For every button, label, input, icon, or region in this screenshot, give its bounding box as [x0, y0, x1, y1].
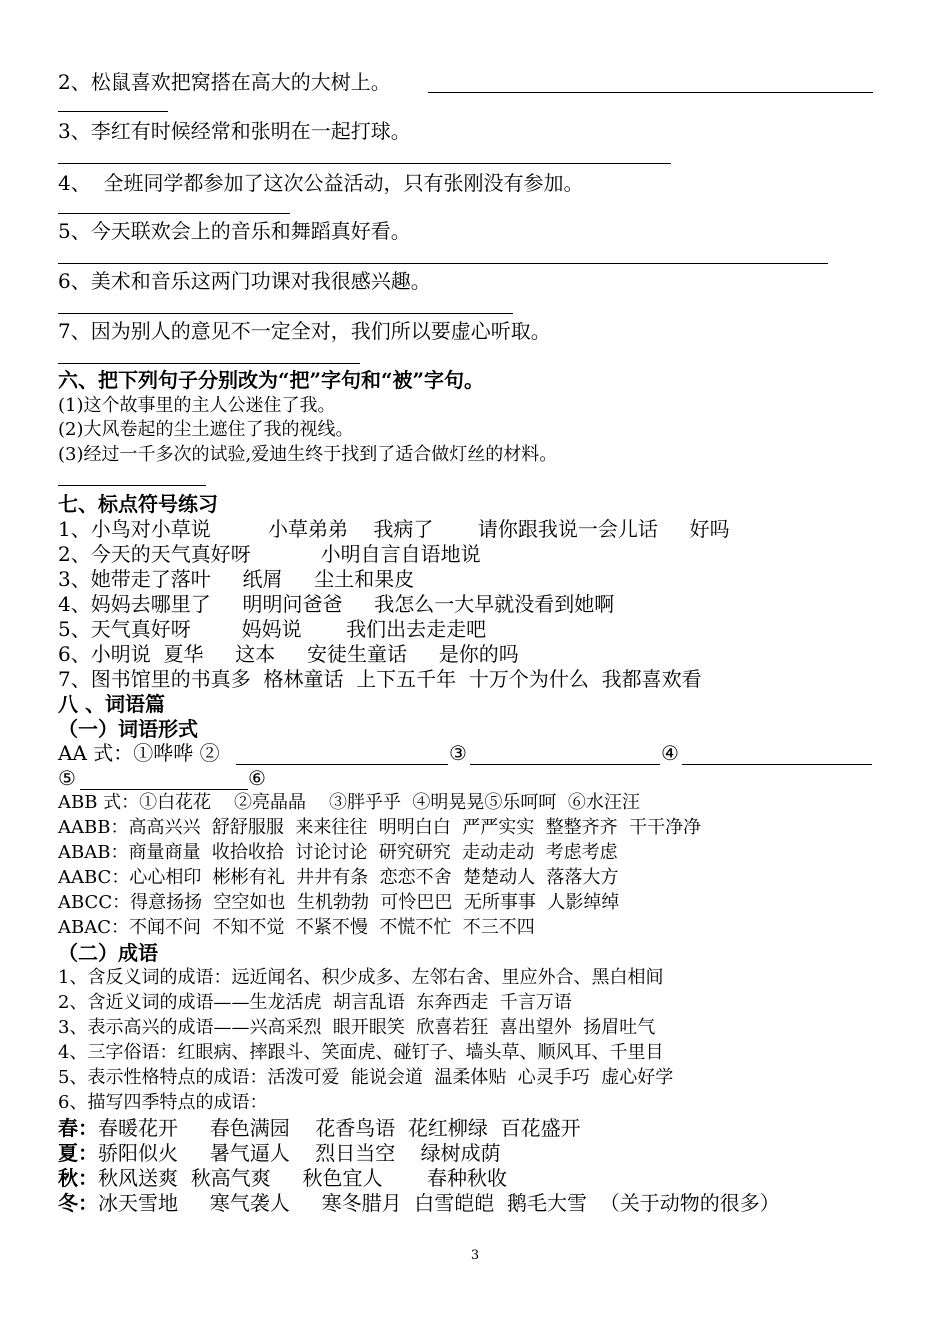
answer-line	[236, 764, 448, 765]
aa-blank-4: ④	[661, 741, 679, 765]
section-6-item: (2)大风卷起的尘土遮住了我的视线。	[58, 419, 354, 440]
punctuation-item: 1、小鸟对小草说 小草弟弟 我病了 请你跟我说一会儿话 好吗	[58, 517, 730, 541]
season-winter	[58, 1191, 780, 1215]
punctuation-item: 5、天气真好呀 妈妈说 我们出去走走吧	[58, 617, 487, 641]
season-idioms: 秋风送爽 秋高气爽 秋色宜人 春种秋收	[98, 1166, 508, 1190]
idiom-row: 6、描写四季特点的成语：	[58, 1092, 268, 1113]
word-form-row: ABAB：商量商量 收拾收拾 讨论讨论 研究研究 走动走动 考虑考虑	[58, 842, 618, 863]
answer-line	[58, 313, 513, 314]
words-subtitle: （一）词语形式	[58, 717, 198, 741]
rewrite-item-3: 3、李红有时候经常和张明在一起打球。	[58, 119, 411, 143]
section-8-title: 八 、词语篇	[58, 692, 165, 716]
season-label: 秋：	[58, 1166, 98, 1190]
idiom-row: 4、三字俗语：红眼病、摔跟斗、笑面虎、碰钉子、墙头草、顺风耳、千里目	[58, 1042, 664, 1063]
idiom-row: 3、表示高兴的成语——兴高采烈 眼开眼笑 欣喜若狂 喜出望外 扬眉吐气	[58, 1017, 656, 1038]
aa-blank-6: ⑥	[248, 766, 266, 790]
punctuation-item: 7、图书馆里的书真多 格林童话 上下五千年 十万个为什么 我都喜欢看	[58, 667, 702, 691]
punctuation-item: 6、小明说 夏华 这本 安徒生童话 是你的吗	[58, 642, 519, 666]
aa-blank-5: ⑤	[58, 766, 76, 790]
section-6-item: (1)这个故事里的主人公迷住了我。	[58, 395, 336, 416]
answer-line	[80, 789, 248, 790]
page-number: 3	[470, 1248, 480, 1263]
word-form-row: AABB：高高兴兴 舒舒服服 来来往往 明明白白 严严实实 整整齐齐 干干净净	[58, 817, 702, 838]
season-idioms: 春暖花开 春色满园 花香鸟语 花红柳绿 百花盛开	[98, 1116, 581, 1140]
season-autumn	[58, 1166, 507, 1190]
answer-line	[58, 111, 168, 112]
answer-line	[58, 163, 671, 164]
aa-blank-3: ③	[449, 741, 467, 765]
answer-line	[428, 92, 873, 93]
idiom-row: 2、含近义词的成语——生龙活虎 胡言乱语 东奔西走 千言万语	[58, 992, 572, 1013]
answer-line	[58, 263, 828, 264]
rewrite-item-4: 4、 全班同学都参加了这次公益活动，只有张刚没有参加。	[58, 171, 584, 195]
rewrite-item-5: 5、今天联欢会上的音乐和舞蹈真好看。	[58, 219, 411, 243]
section-6-item: (3)经过一千多次的试验,爱迪生终于找到了适合做灯丝的材料。	[58, 444, 558, 465]
rewrite-item-7: 7、因为别人的意见不一定全对，我们所以要虚心听取。	[58, 319, 551, 343]
answer-line	[58, 485, 206, 486]
aa-form-label: AA 式：①哗哗 ②	[58, 741, 220, 765]
word-form-row: ABB 式：①白花花 ②亮晶晶 ③胖乎乎 ④明晃晃⑤乐呵呵 ⑥水汪汪	[58, 792, 640, 813]
season-spring	[58, 1116, 581, 1140]
section-6-title: 六、把下列句子分别改为“把”字句和“被”字句。	[58, 368, 485, 392]
season-idioms: 冰天雪地 寒气袭人 寒冬腊月 白雪皑皑 鹅毛大雪 （关于动物的很多）	[98, 1191, 780, 1215]
word-form-row: ABCC：得意扬扬 空空如也 生机勃勃 可怜巴巴 无所事事 人影绰绰	[58, 892, 620, 913]
answer-line	[682, 764, 872, 765]
season-label: 春：	[58, 1116, 98, 1140]
season-label: 冬：	[58, 1191, 98, 1215]
answer-line	[58, 213, 290, 214]
season-summer	[58, 1141, 501, 1165]
answer-line	[470, 764, 660, 765]
rewrite-item-2: 2、松鼠喜欢把窝搭在高大的大树上。	[58, 70, 391, 94]
season-idioms: 骄阳似火 暑气逼人 烈日当空 绿树成荫	[98, 1141, 501, 1165]
punctuation-item: 4、妈妈去哪里了 明明问爸爸 我怎么一大早就没看到她啊	[58, 592, 615, 616]
answer-line	[58, 363, 360, 364]
section-7-title: 七、标点符号练习	[58, 492, 218, 516]
rewrite-item-6: 6、美术和音乐这两门功课对我很感兴趣。	[58, 269, 431, 293]
punctuation-item: 3、她带走了落叶 纸屑 尘土和果皮	[58, 567, 415, 591]
word-form-row: AABC：心心相印 彬彬有礼 井井有条 恋恋不舍 楚楚动人 落落大方	[58, 867, 619, 888]
idioms-subtitle: （二）成语	[58, 941, 158, 965]
season-label: 夏：	[58, 1141, 98, 1165]
word-form-row: ABAC：不闻不问 不知不觉 不紧不慢 不慌不忙 不三不四	[58, 917, 535, 938]
idiom-row: 1、含反义词的成语：远近闻名、积少成多、左邻右舍、里应外合、黑白相间	[58, 967, 664, 988]
punctuation-item: 2、今天的天气真好呀 小明自言自语地说	[58, 542, 481, 566]
idiom-row: 5、表示性格特点的成语：活泼可爱 能说会道 温柔体贴 心灵手巧 虚心好学	[58, 1067, 674, 1088]
